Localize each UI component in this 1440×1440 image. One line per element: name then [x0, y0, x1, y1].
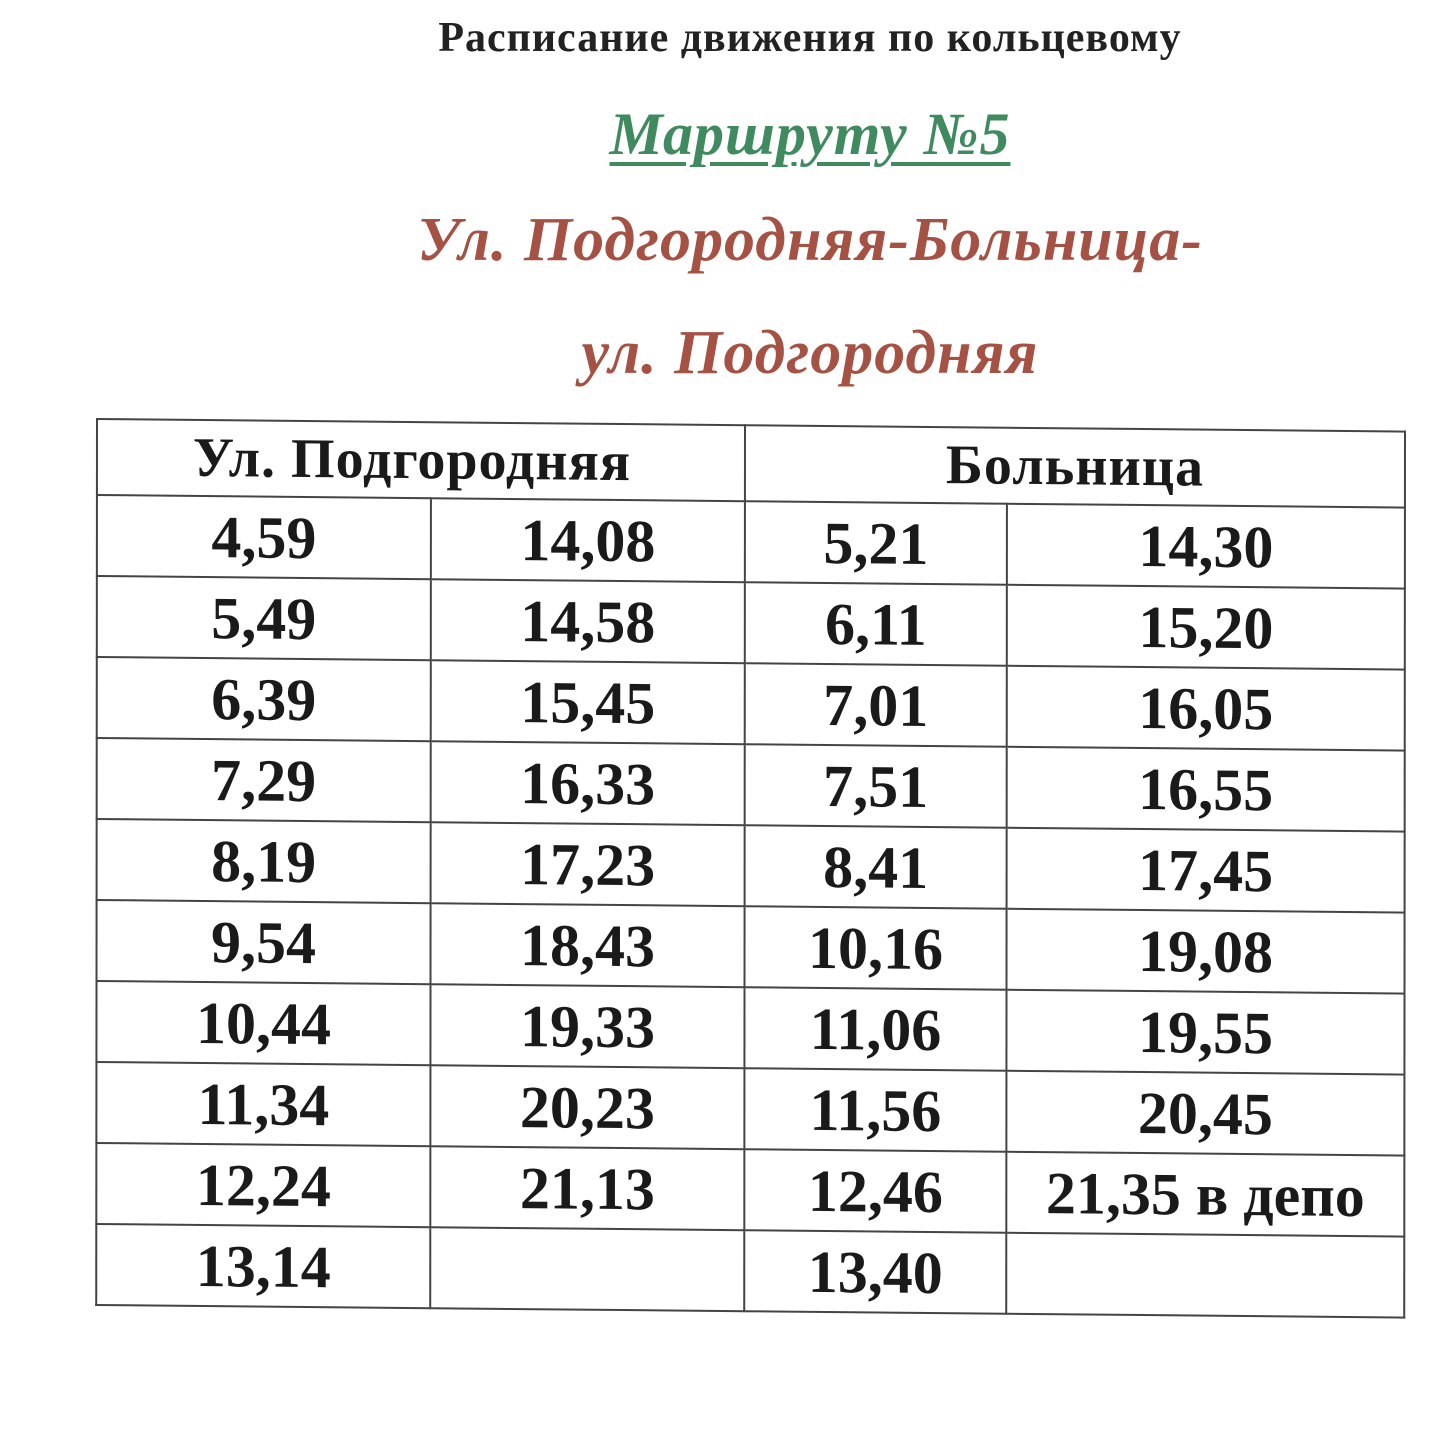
table-row — [97, 738, 1405, 832]
departure-time-cell: 10,44 — [96, 981, 430, 1065]
column-header-podgorodnyaya: Ул. Подгородняя — [97, 419, 745, 501]
departure-time-cell: 15,45 — [431, 660, 745, 744]
route-stops-line-1: Ул. Подгородняя-Больница- — [417, 206, 1203, 274]
departure-time-cell: 11,56 — [744, 1068, 1006, 1152]
schedule-table-wrapper — [95, 418, 1404, 1319]
departure-time-cell: 12,46 — [744, 1149, 1006, 1233]
route-number-title — [90, 100, 1440, 169]
departure-time-cell — [1006, 1233, 1404, 1318]
table-row — [97, 900, 1405, 994]
table-row — [96, 981, 1404, 1075]
departure-time-cell: 7,29 — [97, 738, 431, 822]
departure-time-cell: 15,20 — [1007, 585, 1405, 670]
departure-time-cell: 7,01 — [745, 663, 1007, 747]
route-stops-line-2: ул. Подгородняя — [581, 319, 1039, 387]
departure-time-cell: 10,16 — [745, 906, 1007, 990]
schedule-heading: Расписание движения по кольцевому — [438, 15, 1182, 61]
departure-time-cell: 18,43 — [431, 903, 745, 987]
table-row — [97, 657, 1405, 751]
departure-time-cell: 8,41 — [745, 825, 1007, 909]
departure-time-cell: 14,08 — [431, 498, 745, 582]
departure-time-cell: 17,45 — [1007, 828, 1405, 913]
departure-time-cell: 12,24 — [96, 1143, 430, 1227]
table-row — [96, 1224, 1404, 1318]
departure-time-cell: 5,21 — [745, 501, 1007, 585]
table-header-row — [97, 419, 1405, 508]
departure-time-cell: 17,23 — [431, 822, 745, 906]
departure-time-cell — [430, 1227, 744, 1311]
departure-time-cell: 16,55 — [1007, 747, 1405, 832]
table-row — [97, 819, 1405, 913]
table-row — [97, 495, 1405, 589]
departure-time-cell: 19,08 — [1007, 909, 1405, 994]
departure-time-cell: 19,55 — [1006, 990, 1404, 1075]
departure-time-cell: 20,45 — [1006, 1071, 1404, 1156]
departure-time-cell: 16,05 — [1007, 666, 1405, 751]
departure-time-cell: 6,39 — [97, 657, 431, 741]
table-row — [96, 1143, 1404, 1237]
departure-time-cell: 14,30 — [1007, 504, 1405, 589]
departure-time-cell: 11,06 — [744, 987, 1006, 1071]
departure-time-cell: 13,40 — [744, 1230, 1006, 1314]
departure-time-cell: 19,33 — [430, 984, 744, 1068]
departure-time-cell: 6,11 — [745, 582, 1007, 666]
table-row — [96, 1062, 1404, 1156]
departure-time-cell: 7,51 — [745, 744, 1007, 828]
departure-time-cell: 11,34 — [96, 1062, 430, 1146]
table-row — [97, 576, 1405, 670]
departure-time-cell: 5,49 — [97, 576, 431, 660]
departure-time-cell: 13,14 — [96, 1224, 430, 1308]
departure-time-cell: 8,19 — [97, 819, 431, 903]
departure-time-cell: 14,58 — [431, 579, 745, 663]
departure-time-cell: 4,59 — [97, 495, 431, 579]
departure-time-cell: 20,23 — [430, 1065, 744, 1149]
departure-time-cell: 9,54 — [97, 900, 431, 984]
departure-time-cell: 21,35 в депо — [1006, 1152, 1404, 1237]
column-header-bolnitsa: Больница — [745, 425, 1405, 507]
departure-time-cell: 16,33 — [431, 741, 745, 825]
route-number-text: Маршруту №5 — [609, 101, 1011, 167]
schedule-table — [95, 418, 1406, 1319]
departure-time-cell: 21,13 — [430, 1146, 744, 1230]
